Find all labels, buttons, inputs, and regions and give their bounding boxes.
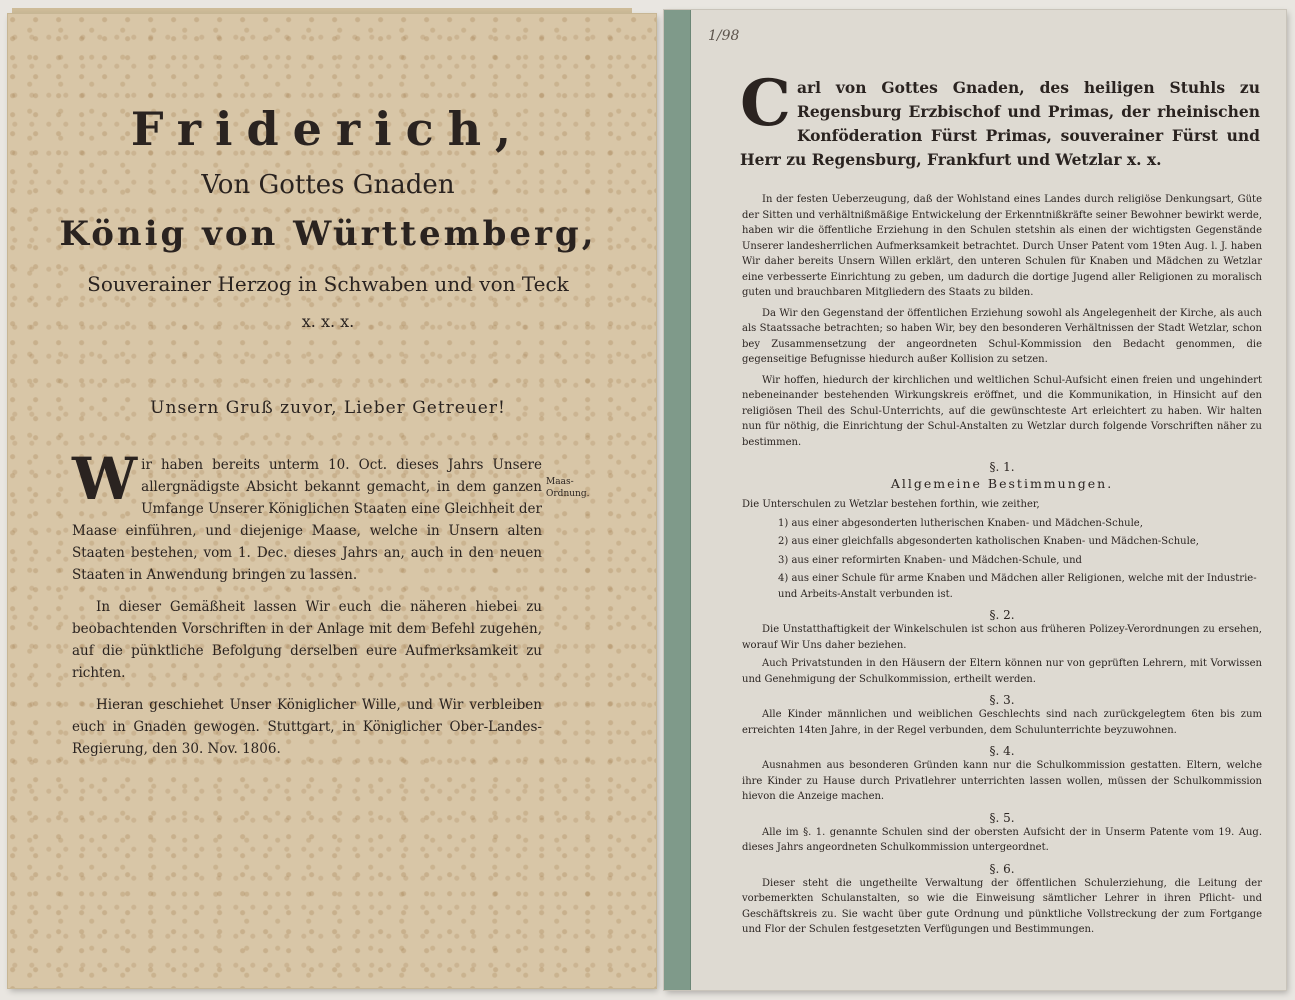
left-paragraph-3: Hieran geschiehet Unser Königlicher Wille, und Wir verbleiben euch in Gnaden gewogen. Stuttgart, in Königlicher Ober-Landes-Regierung, den 30. Nov. 1806. [72,697,542,757]
left-title: Friderich, [130,102,526,156]
left-paragraph-1-text: ir haben bereits unterm 10. Oct. dieses Jahrs Unsere allergnädigste Absicht bekannt gemacht, in dem ganzen Umfange Unserer Königlichen Staaten eine Gleichheit der Maase einführen, und diejenige Maase, welche in Unsern alten Staaten bestehen, vom 1. Dec. dieses Jahrs an, auch in den neuen Staaten in Anwendung bringen zu lassen. [72,457,542,583]
section-2-text-2: Auch Privatstunden in den Häusern der Eltern können nur von geprüften Lehrern, mit Vorwissen und Genehmigung der Schulkommission, ertheilt werden. [742,658,1262,685]
section-6-heading: §. 6. [989,861,1015,876]
section-4-heading: §. 4. [989,744,1015,758]
binding-spine [664,10,691,990]
section-5-heading: §. 5. [989,810,1015,825]
left-initial: W [72,445,138,513]
section-1-title: Allgemeine Bestimmungen. [890,476,1114,491]
section-2-text-1: Die Unstatthaftigkeit der Winkelschulen ist schon aus früheren Polizey-Verordnungen zu ersehen, worauf Wir Uns daher beziehen. [742,624,1262,651]
left-subtitle-2: König von Württemberg, [59,214,597,254]
right-initial: C [740,66,791,141]
left-subtitle-3: Souverainer Herzog in Schwaben und von Teck [87,272,569,296]
section-2-heading: §. 2. [989,608,1015,622]
list-item: 1) aus einer abgesonderten lutherischen Knaben- und Mädchen-Schule, [778,517,1143,529]
right-title-block [740,66,1260,172]
right-paragraph-1: In der festen Ueberzeugung, daß der Wohlstand eines Landes durch religiöse Denkungsart, Güte der Sitten und verhältnißmäßige Entwickelung der Erkenntnißkräfte seiner Bewohner bewirkt werde, haben wir die öffentliche Erziehung in den Schulen stetshin als einen der wichtigsten Gegenstände Unserer landesherrlichen Aufmerksamkeit betrachtet. Durch Unser Patent vom 19ten Aug. l. J. haben Wir daher bereits Unsern Willen erklärt, den unteren Schulen für Knaben und Mädchen zu Wetzlar eine verbesserte Einrichtung zu geben, um dadurch die dortige Jugend aller Religionen zu moralisch guten und brauchbaren Mitgliedern des Staats zu bilden. [742,194,1262,298]
section-3-heading: §. 3. [989,693,1015,707]
right-paragraph-2: Da Wir den Gegenstand der öffentlichen Erziehung sowohl als Angelegenheit der Kirche, als auch als Staatssache betrachten; so haben Wir, bey den besonderen Verhältnissen der Stadt Wetzlar, schon bey Zusammensetzung der angeordneten Schul-Kommission den Bedacht genommen, die gegenseitige Befugnisse hiedurch außer Kollision zu setzen. [742,307,1262,365]
right-document [664,10,1286,990]
left-subtitle-1: Von Gottes Gnaden [201,170,455,200]
section-3-text: Alle Kinder männlichen und weiblichen Geschlechts sind nach zurückgelegtem 6ten bis zum erreichten 14ten Jahre, in der Regel verbunden, dem Schulunterrichte beyzuwohnen. [742,709,1262,736]
section-1-heading: §. 1. [989,460,1015,474]
left-etc: x. x. x. [301,312,355,331]
section-1-list [742,516,1262,603]
left-document [8,14,656,988]
handwritten-note: 1/98 [708,28,740,44]
left-greeting: Unsern Gruß zuvor, Lieber Getreuer! [150,398,506,418]
left-paragraph-1 [72,445,542,586]
section-1-intro: Die Unterschulen zu Wetzlar bestehen forthin, wie zeither, [742,499,1040,510]
section-4-text: Ausnahmen aus besonderen Gründen kann nur die Schulkommission gestatten. Eltern, welche ihre Kinder zu Hause durch Privatlehrer unterrichten lassen wollen, müssen der Schulkommission hievon die Anzeige machen. [742,760,1262,802]
left-margin-note: Maas-Ordnung. [546,477,590,499]
list-item: 3) aus einer reformirten Knaben- und Mädchen-Schule, und [778,554,1082,566]
right-paragraph-3: Wir hoffen, hiedurch der kirchlichen und weltlichen Schul-Aufsicht einen freien und ungehindert nebeneinander bestehenden Wirkungskreis eröffnet, und die Kommunikation, in Hinsicht auf den religiösen Theil des Schul-Unterrichts, auf die gewünschteste Art erleichtert zu haben. Wir halten nun für nöthig, die Einrichtung der Schul-Anstalten zu Wetzlar durch folgende Vorschriften näher zu bestimmen. [742,374,1262,448]
left-paragraph-2: In dieser Gemäßheit lassen Wir euch die näheren hiebei zu beobachtenden Vorschriften in der Anlage mit dem Befehl zugehen, auf die pünktliche Befolgung derselben eure Aufmerksamkeit zu richten. [72,599,542,681]
section-5-text: Alle im §. 1. genannte Schulen sind der obersten Aufsicht der in Unserm Patente vom 19. Aug. dieses Jahrs angeordneten Schulkommission untergeordnet. [742,826,1262,853]
list-item: 2) aus einer gleichfalls abgesonderten katholischen Knaben- und Mädchen-Schule, [778,536,1199,547]
right-title-text: arl von Gottes Gnaden, des heiligen Stuhls zu Regensburg Erzbischof und Primas, der rheinischen Konföderation Fürst Primas, souverainer Fürst und Herr zu Regensburg, Frankfurt und Wetzlar x. x. [740,78,1260,169]
right-body [742,192,1262,938]
list-item: 4) aus einer Schule für arme Knaben und Mädchen aller Religionen, welche mit der Industrie- und Arbeits-Anstalt verbunden ist. [778,573,1257,600]
section-6-text: Dieser steht die ungetheilte Verwaltung der öffentlichen Schulerziehung, die Leitung der vorbemerkten Schulanstalten, so wie die Einweisung sämtlicher Lehrer in ihren Pflicht- und Geschäftskreis zu. Sie wacht über gute Ordnung und pünktliche Vollstreckung der zum Fortgange und Flor der Schulen festgesetzten Verfügungen und Bestimmungen. [742,877,1262,935]
right-title [740,66,1260,172]
left-body [72,445,542,760]
